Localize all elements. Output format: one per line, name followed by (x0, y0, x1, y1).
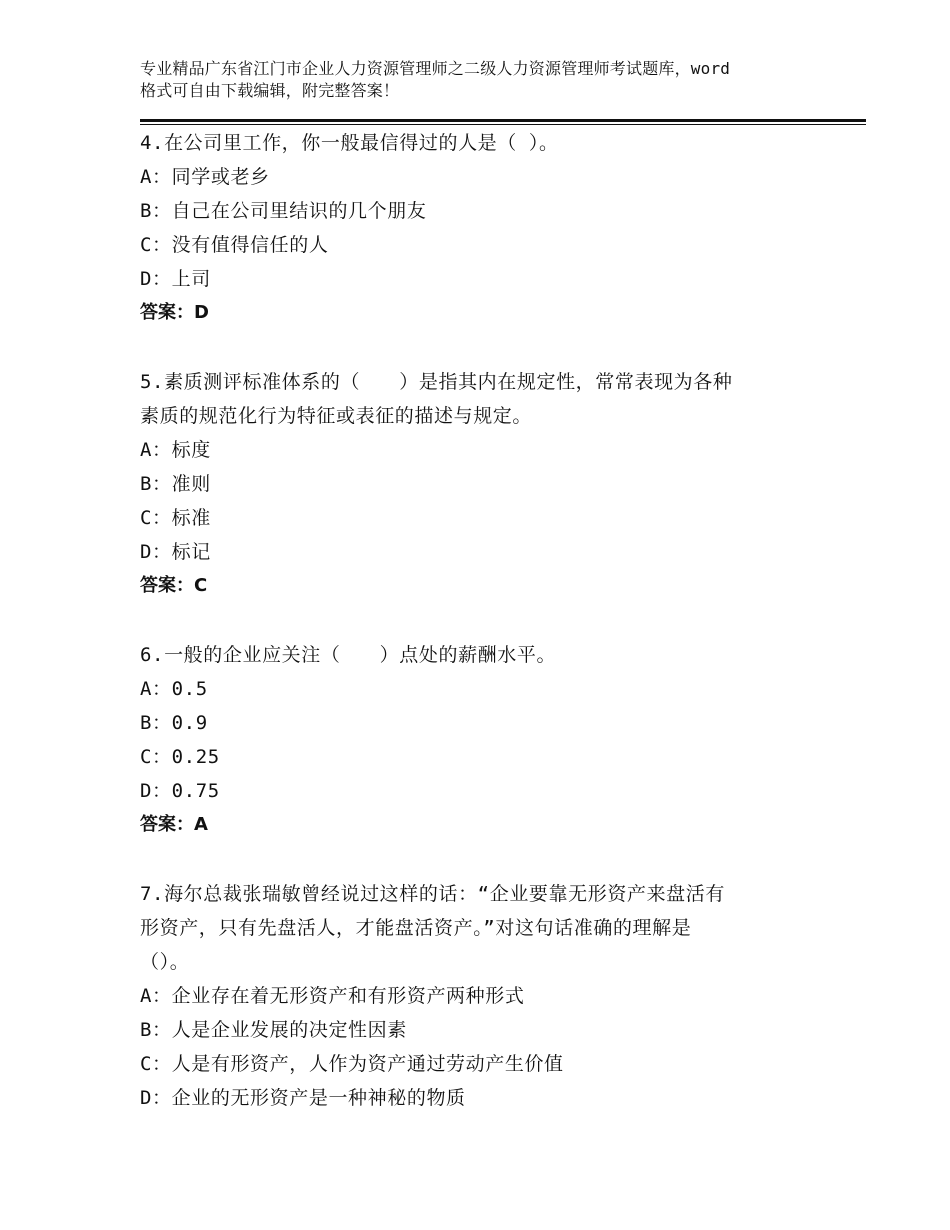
question-stem-line: 5.素质测评标准体系的（ ）是指其内在规定性，常常表现为各种 (140, 371, 733, 393)
question-5 (140, 365, 820, 603)
option-d: D：上司 (140, 268, 211, 290)
option-c: C：0.25 (140, 746, 220, 768)
question-gap (140, 330, 820, 365)
question-stem-line: 素质的规范化行为特征或表征的描述与规定。 (140, 405, 533, 427)
document-header (140, 58, 830, 102)
question-stem-line: 6.一般的企业应关注（ ）点处的薪酬水平。 (140, 644, 557, 666)
option-c: C：人是有形资产，人作为资产通过劳动产生价值 (140, 1053, 564, 1075)
question-stem (140, 877, 820, 979)
option-d: D：0.75 (140, 780, 220, 802)
question-stem-line: （）。 (140, 951, 190, 973)
question-4 (140, 126, 820, 330)
answer-label: 答案：C (140, 575, 208, 596)
question-stem (140, 638, 820, 672)
header-rule-thick (140, 119, 866, 122)
question-stem (140, 126, 820, 160)
question-gap (140, 603, 820, 638)
header-line-1: 专业精品广东省江门市企业人力资源管理师之二级人力资源管理师考试题库，word (140, 59, 731, 78)
option-b: B：人是企业发展的决定性因素 (140, 1019, 407, 1041)
option-a: A：同学或老乡 (140, 166, 270, 188)
option-b: B：自己在公司里结识的几个朋友 (140, 200, 427, 222)
answer-label: 答案：A (140, 814, 208, 835)
question-stem (140, 365, 820, 433)
option-c: C：标准 (140, 507, 211, 529)
question-gap (140, 842, 820, 877)
answer-label: 答案：D (140, 302, 209, 323)
option-d: D：标记 (140, 541, 211, 563)
question-stem-line: 4.在公司里工作，你一般最信得过的人是（ ）。 (140, 132, 559, 154)
header-rule-thin (140, 124, 866, 125)
question-7 (140, 877, 820, 1115)
option-a: A：企业存在着无形资产和有形资产两种形式 (140, 985, 525, 1007)
question-6 (140, 638, 820, 842)
question-stem-line: 形资产，只有先盘活人，才能盘活资产。”对这句话准确的理解是 (140, 917, 692, 939)
option-d: D：企业的无形资产是一种神秘的物质 (140, 1087, 466, 1109)
question-list (140, 126, 820, 1115)
question-stem-line: 7.海尔总裁张瑞敏曾经说过这样的话：“企业要靠无形资产来盘活有 (140, 883, 725, 905)
option-c: C：没有值得信任的人 (140, 234, 329, 256)
header-line-2: 格式可自由下载编辑，附完整答案！ (140, 81, 400, 100)
option-b: B：准则 (140, 473, 211, 495)
option-a: A：0.5 (140, 678, 208, 700)
option-b: B：0.9 (140, 712, 208, 734)
option-a: A：标度 (140, 439, 211, 461)
